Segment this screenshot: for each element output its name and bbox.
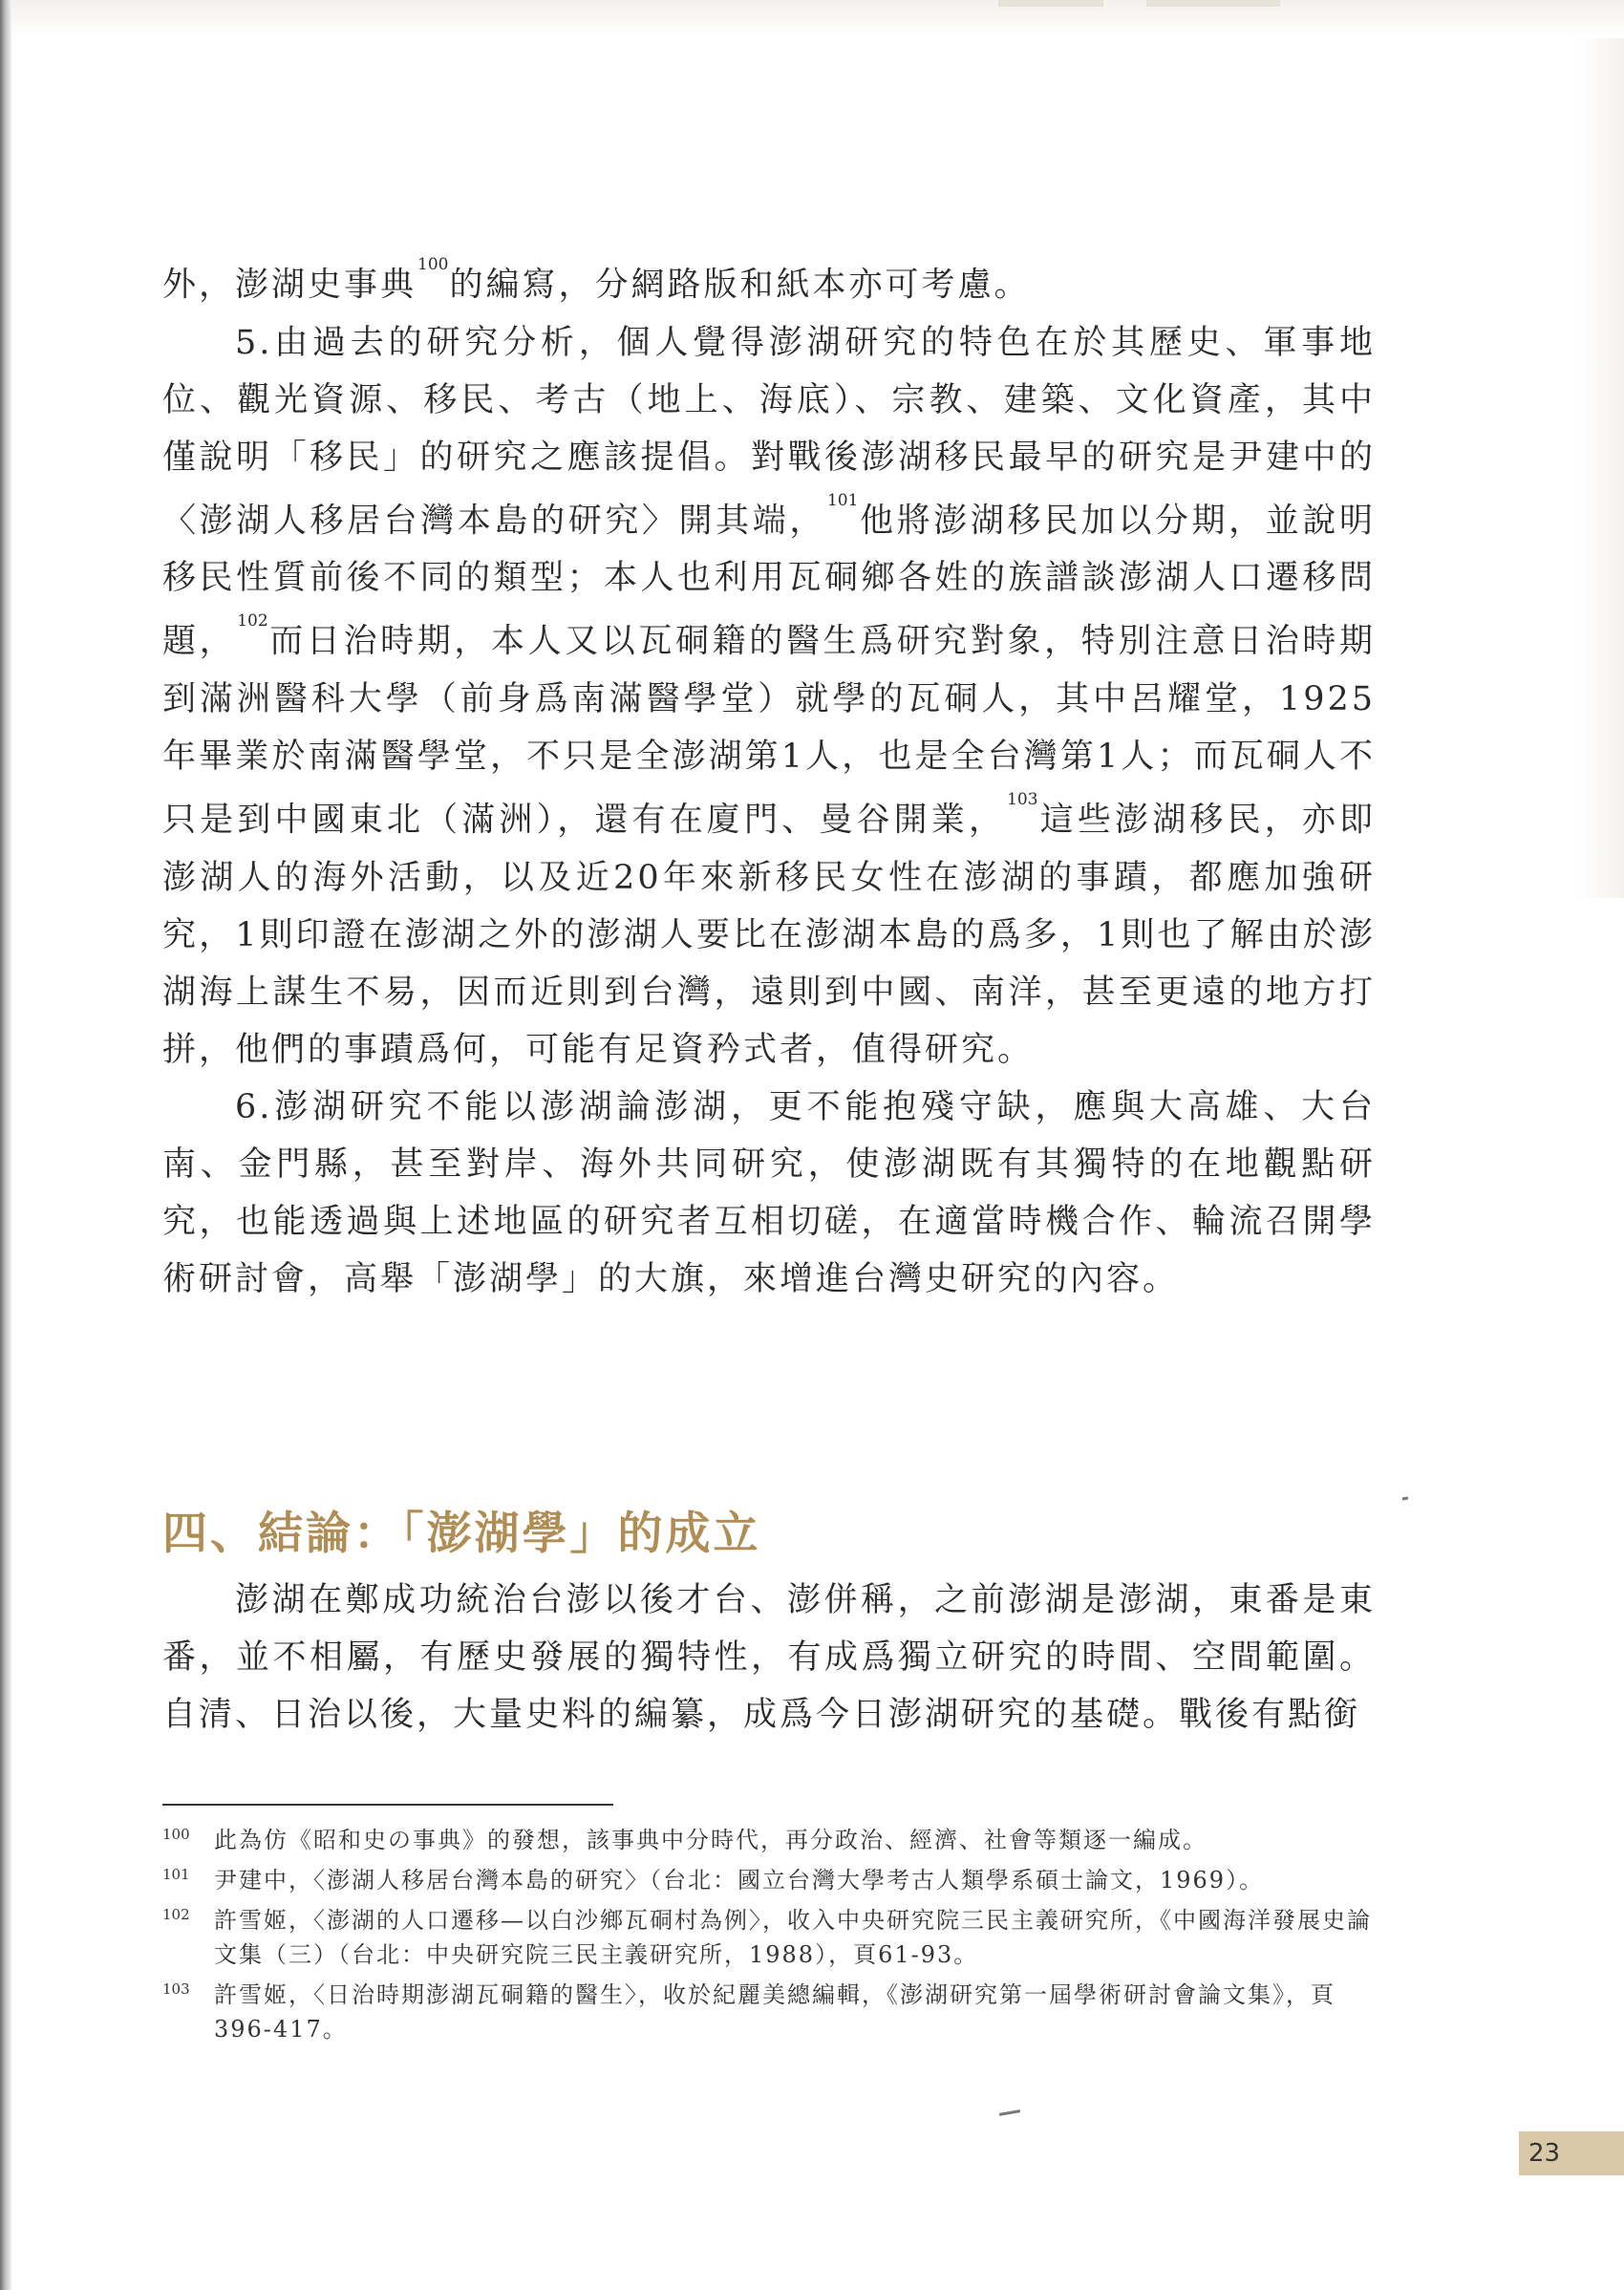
footnote-101	[162, 1863, 1376, 1897]
footnote-number: 100	[162, 1826, 190, 1843]
footnote-number: 101	[162, 1866, 190, 1883]
footnote-102	[162, 1903, 1376, 1972]
footnote-text: 許雪姬，〈日治時期澎湖瓦硐籍的醫生〉，收於紀麗美總編輯，《澎湖研究第一屆學術研討會論文集》，頁396-417。	[214, 1981, 1336, 2043]
body-text-conclusion	[162, 1572, 1376, 1744]
footnote-number: 102	[162, 1906, 190, 1923]
footnote-ref-101[interactable]: 101	[826, 490, 859, 510]
paragraph-5: 5.由過去的研究分析，個人覺得澎湖研究的特色在於其歷史、軍事地位、觀光資源、移民、考古（地上、海底）、宗教、建築、文化資產，其中僅說明「移民」的研究之應該提倡。對戰後澎湖移民最早的研究是尹建中的〈澎湖人移居台灣本島的研究〉開其端，$^{101}$他將澎湖移民加以分期，並說明移民性質前後不同的類型；本人也利用瓦硐鄉各姓的族譜談澎湖人口遷移問題，$^{102}$而日治時期，本人又以瓦硐籍的醫生爲研究對象，特別注意日治時期到滿洲醫科大學（前身爲南滿醫學堂）就學的瓦硐人，其中呂耀堂，1925年畢業於南滿醫學堂，不只是全澎湖第1人，也是全台灣第1人；而瓦硐人不只是到中國東北（滿洲），還有在廈門、曼谷開業，$^{103}$這些澎湖移民，亦即澎湖人的海外活動，以及近20年來新移民女性在澎湖的事蹟，都應加強研究，1則印證在澎湖之外的澎湖人要比在澎湖本島的爲多，1則也了解由於澎湖海上謀生不易，因而近則到台灣，遠則到中國、南洋，甚至更遠的地方打拼，他們的事蹟爲何，可能有足資矜式者，值得研究。	[162, 323, 1376, 1069]
footnote-100	[162, 1823, 1376, 1857]
scan-top-band	[11, 0, 1624, 38]
footnote-text: 尹建中，〈澎湖人移居台灣本島的研究〉（台北：國立台灣大學考古人類學系碩士論文，1969）。	[214, 1867, 1265, 1894]
intro-line: 外，澎湖史事典$^{100}$的編寫，分網路版和紙本亦可考慮。	[162, 255, 1031, 305]
footnote-number: 103	[162, 1980, 190, 1998]
scan-speck	[999, 2109, 1020, 2116]
footnote-divider	[162, 1804, 613, 1806]
footnote-103	[162, 1978, 1376, 2046]
footnotes	[162, 1823, 1376, 2052]
scan-page-edge	[0, 0, 11, 2290]
conclusion-paragraph: 澎湖在鄭成功統治台澎以後才台、澎併稱，之前澎湖是澎湖，東番是東番，並不相屬，有歷史發展的獨特性，有成爲獨立研究的時間、空間範圍。自清、日治以後，大量史料的編纂，成爲今日澎湖研究的基礎。戰後有點銜	[162, 1581, 1376, 1734]
footnote-ref-103[interactable]: 103	[1007, 789, 1038, 809]
scan-top-mark	[1146, 0, 1280, 7]
page-number: 23	[1519, 2131, 1624, 2175]
scan-right-shade	[1576, 38, 1624, 898]
footnote-text: 此為仿《昭和史の事典》的發想，該事典中分時代，再分政治、經濟、社會等類逐一編成。	[214, 1827, 1207, 1853]
footnote-ref-100[interactable]: 100	[417, 255, 449, 274]
scan-top-mark	[998, 0, 1103, 7]
body-text-top	[162, 250, 1376, 1308]
paragraph-6: 6.澎湖研究不能以澎湖論澎湖，更不能抱殘守缺，應與大高雄、大台南、金門縣，甚至對岸、海外共同研究，使澎湖既有其獨特的在地觀點研究，也能透過與上述地區的研究者互相切磋，在適當時機合作、輪流召開學術研討會，高舉「澎湖學」的大旗，來增進台灣史研究的內容。	[162, 1087, 1376, 1298]
section-heading: 四、結論：「澎湖學」的成立	[162, 1508, 761, 1560]
footnote-ref-102[interactable]: 102	[237, 611, 268, 631]
scan-speck	[1402, 1497, 1408, 1501]
footnote-text: 許雪姬，〈澎湖的人口遷移—以白沙鄉瓦硐村為例〉，收入中央研究院三民主義研究所，《中國海洋發展史論文集（三）（台北：中央研究院三民主義研究所，1988），頁61-93。	[214, 1907, 1372, 1968]
